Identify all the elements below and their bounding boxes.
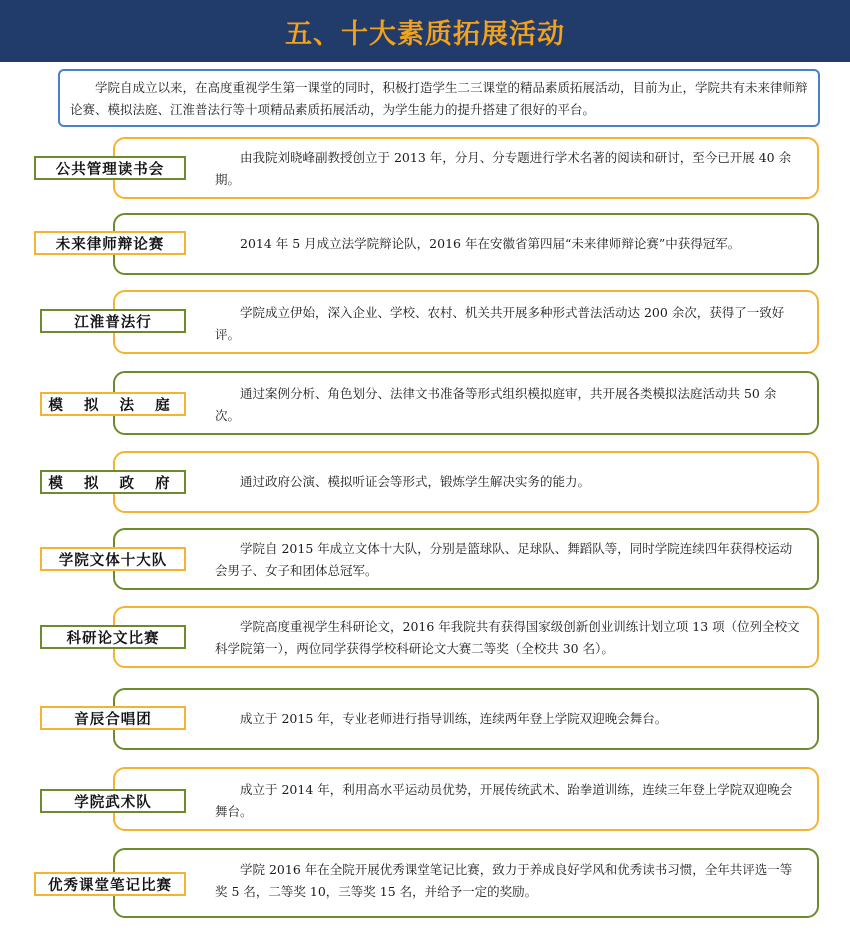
activity-desc: 通过案例分析、角色划分、法律文书准备等形式组织模拟庭审，共开展各类模拟法庭活动共 50 余次。 (215, 386, 777, 423)
activity-card-law-outreach (113, 290, 819, 354)
intro-box: 学院自成立以来，在高度重视学生第一课堂的同时，积极打造学生二三课堂的精品素质拓展活动，目前为止，学院共有未来律师辩论赛、模拟法庭、江淮普法行等十项精品素质拓展活动，为学生能力的提升搭建了很好的平台。 (58, 69, 820, 127)
activity-label-law-outreach: 江淮普法行 (40, 309, 186, 333)
activity-card-mock-government (113, 451, 819, 513)
activity-card-martial-arts (113, 767, 819, 831)
activity-desc: 成立于 2015 年，专业老师进行指导训练，连续两年登上学院双迎晚会舞台。 (240, 711, 668, 726)
page-title: 五、十大素质拓展活动 (285, 18, 565, 50)
activity-label-reading-club: 公共管理读书会 (34, 156, 186, 180)
activity-card-debate (113, 213, 819, 275)
activity-desc: 由我院刘晓峰副教授创立于 2013 年，分月、分专题进行学术名著的阅读和研讨，至今已开展 40 余期。 (215, 150, 792, 187)
activity-label-notes-contest: 优秀课堂笔记比赛 (34, 872, 186, 896)
activity-label-martial-arts: 学院武术队 (40, 789, 186, 813)
activity-label-research-paper: 科研论文比赛 (40, 625, 186, 649)
activity-desc: 学院高度重视学生科研论文，2016 年我院共有获得国家级创新创业训练计划立项 13 项（位列全校文科学院第一），两位同学获得学校科研论文大赛二等奖（全校共 30 名）。 (215, 619, 800, 656)
activity-card-sports-teams (113, 528, 819, 590)
activity-desc: 学院成立伊始，深入企业、学校、农村、机关共开展多种形式普法活动达 200 余次，获得了一致好评。 (215, 305, 785, 342)
activity-desc: 成立于 2014 年，利用高水平运动员优势，开展传统武术、跆拳道训练，连续三年登上学院双迎晚会舞台。 (215, 782, 793, 819)
activity-label-moot-court: 模 拟 法 庭 (40, 392, 186, 416)
activity-card-moot-court (113, 371, 819, 435)
page-header (0, 0, 850, 62)
activity-label-choir: 音辰合唱团 (40, 706, 186, 730)
activity-desc: 学院自 2015 年成立文体十大队，分别是篮球队、足球队、舞蹈队等，同时学院连续四年获得校运动会男子、女子和团体总冠军。 (215, 541, 793, 578)
activity-desc: 2014 年 5 月成立法学院辩论队，2016 年在安徽省第四届“未来律师辩论赛”中获得冠军。 (240, 236, 741, 251)
activity-card-choir (113, 688, 819, 750)
activity-desc: 学院 2016 年在全院开展优秀课堂笔记比赛，致力于养成良好学风和优秀读书习惯，全年共评选一等奖 5 名，二等奖 10，三等奖 15 名，并给予一定的奖励。 (215, 862, 793, 899)
activity-card-research-paper (113, 606, 819, 668)
activity-card-notes-contest (113, 848, 819, 918)
activity-label-debate: 未来律师辩论赛 (34, 231, 186, 255)
activity-label-mock-government: 模 拟 政 府 (40, 470, 186, 494)
activity-card-reading-club (113, 137, 819, 199)
activity-label-sports-teams: 学院文体十大队 (40, 547, 186, 571)
activity-desc: 通过政府公演、模拟听证会等形式，锻炼学生解决实务的能力。 (240, 474, 591, 489)
